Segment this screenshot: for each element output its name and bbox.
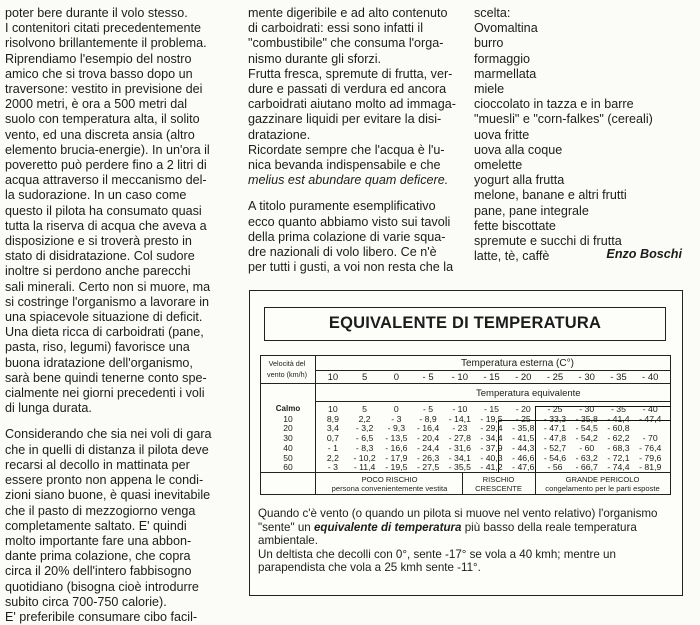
table-cell: - 35 <box>610 404 626 414</box>
text-line: ecco quanto abbiamo visto sui tavoli <box>248 214 451 229</box>
text-line: poveretto può perdere fino a 2 litri di <box>5 158 207 173</box>
zone-low-risk <box>317 475 462 493</box>
text-line: poter bere durante il volo stesso. <box>5 6 188 20</box>
temperature-equivalent-box <box>249 290 683 596</box>
wind-speed-label: Velocità del vento (km/h) <box>267 359 307 379</box>
text-line: di carboidrati: essi sono infatti il <box>248 21 423 36</box>
text-line: circa il 20% dell'intero fabbisogno <box>5 564 192 579</box>
text-line: tutta la riserva di acqua che aveva a <box>5 218 207 233</box>
text-line: sarà bene quindi tenerne conto spe- <box>5 370 207 385</box>
text-line: dante prima colazione, che copra <box>5 549 191 564</box>
text-line: zioni siano buone, è quasi inevitabile <box>5 488 211 503</box>
zone-mid-title: RISCHIO <box>482 475 515 484</box>
table-cell: - 9,3 <box>387 423 406 434</box>
caption-paragraph-1 <box>258 507 674 548</box>
text-line: per tutti i gusti, a voi non resta che la <box>248 260 454 275</box>
table-cell: 2,2 <box>326 452 339 463</box>
list-item: formaggio <box>474 51 531 66</box>
table-cell: - 5 <box>423 404 434 414</box>
text-line: 2000 metri, è ora a 500 metri dal <box>5 97 188 112</box>
table-cell: - 41,4 <box>607 413 630 424</box>
table-cell: - 8,3 <box>355 442 374 453</box>
table-cell: - 76,4 <box>639 442 662 453</box>
list-item: uova alla coque <box>474 142 563 157</box>
table-cell: - 10 <box>452 404 468 414</box>
zone-high-title: GRANDE PERICOLO <box>565 475 640 484</box>
zone-high-desc: congelamento per le parti esposte <box>545 484 660 493</box>
text-column-1 <box>5 6 238 625</box>
table-cell: - 35,5 <box>448 462 471 473</box>
text-line: buona idratazione dell'organismo, <box>5 355 193 370</box>
text-line: amico che si trova basso dopo un <box>5 66 193 81</box>
zone-mid-risk <box>462 475 535 493</box>
text-line: Frutta fresca, spremute di frutta, ver- <box>248 66 453 81</box>
table-cell: - 68,3 <box>607 442 630 453</box>
text-line: molto importante fare una abbon- <box>5 533 192 548</box>
table-cell: - 20,4 <box>416 433 440 444</box>
header-temp-cell: - 40 <box>642 372 659 383</box>
header-temp-cell: - 35 <box>610 372 627 383</box>
table-cell: - 60 <box>579 442 595 453</box>
text-line: disposizione e si troverà presto in <box>5 234 192 249</box>
wind-speed-cell: 10 <box>283 413 293 424</box>
table-cell: - 41,5 <box>512 433 535 444</box>
equivalent-temp-label: Temperatura equivalente <box>476 388 581 399</box>
text-line: I contenitori citati precedentemente <box>5 21 202 36</box>
text-line: mente digeribile e ad alto contenuto <box>248 6 448 20</box>
list-item: Ovomaltina <box>474 21 538 36</box>
list-item: "muesli" e "corn-falkes" (cereali) <box>474 112 653 127</box>
table-cell: - 74,4 <box>607 462 630 473</box>
text-line: essere pronto non appena le condi- <box>5 473 204 488</box>
caption-paragraph-2: Un deltista che decolli con 0°, sente -17° se vola a 40 kmh; mentre un parapendista che vola a 25 kmh sente -11°. <box>258 547 616 575</box>
table-cell: - 40,3 <box>480 452 503 463</box>
table-cell: - 34,4 <box>480 433 503 444</box>
text-line: Considerando che sia nei voli di gara <box>5 427 212 442</box>
table-cell: - 6,5 <box>355 433 374 444</box>
text-line: nismo durante gli sforzi. <box>248 51 381 66</box>
wind-chill-table <box>260 355 671 495</box>
list-item: marmellata <box>474 66 537 81</box>
text-line: Riprendiamo l'esempio del nostro <box>5 51 192 66</box>
text-line: vento, ed una discreta ansia (altro <box>5 127 195 142</box>
table-cell: - 25 <box>547 404 563 414</box>
text-line: la sudorazione. In un caso come <box>5 188 187 203</box>
text-line: "combustibile" che consuma l'orga- <box>248 36 444 51</box>
text-line: dratazione. <box>248 127 311 142</box>
table-cell: - 47,4 <box>639 413 662 424</box>
wind-speed-cell: Calmo <box>275 404 301 413</box>
text-line: Una dieta ricca di carboidrati (pane, <box>5 325 204 340</box>
header-temp-cell: - 25 <box>546 372 564 383</box>
table-caption <box>258 507 674 575</box>
text-line: dre nazionali di volo libero. Ce n'è <box>248 245 437 260</box>
table-cell: - 34,1 <box>448 452 471 463</box>
header-temp-cell: - 15 <box>483 372 500 383</box>
table-cell: 0 <box>393 404 399 414</box>
text-line: subito circa 700-750 calorie). <box>5 594 167 609</box>
table-header-row <box>317 372 666 383</box>
table-cell: - 3 <box>391 413 402 424</box>
caption-text-a: Quando c'è vento (o quando un pilota si muove nel vento relativo) l'organismo "sente" un <box>258 507 658 534</box>
wind-speed-cell: 20 <box>283 423 293 434</box>
table-cell: 5 <box>362 404 368 414</box>
text-line: questo il pilota ha consumato quasi <box>5 203 202 218</box>
column2-paragraph2-line1: Ricordate sempre che l'acqua è l'u- <box>248 142 445 157</box>
text-line: che il pasto di mezzogiorno venga <box>5 503 196 518</box>
table-cell: - 33,3 <box>543 413 567 424</box>
header-temp-cell: 0 <box>393 372 399 383</box>
wind-speed-cell: 60 <box>283 462 293 473</box>
list-item: yogurt alla frutta <box>474 173 565 188</box>
table-cell: - 70 <box>642 433 658 444</box>
header-temp-cell: - 10 <box>451 372 468 383</box>
box-title: EQUIVALENTE DI TEMPERATURA <box>264 307 666 341</box>
column2-paragraph-1 <box>248 6 476 143</box>
table-cell: - 16,6 <box>385 442 408 453</box>
text-line: pasta, riso, legumi) favorisce una <box>5 340 190 355</box>
table-cell: - 41,2 <box>480 462 503 473</box>
text-line: cialmente nei giorni precedenti i voli <box>5 386 205 401</box>
table-cell: - 16,4 <box>416 423 440 434</box>
caption-text-b: più basso della reale temperatura ambientale. <box>258 520 637 548</box>
table-cell: - 35,8 <box>512 423 535 434</box>
zone-low-desc: persona convenientemente vestita <box>331 484 448 493</box>
table-cell: - 11,4 <box>353 462 376 473</box>
table-cell: - 27,8 <box>448 433 471 444</box>
wind-speed-cell: 50 <box>283 452 293 463</box>
text-line: carboidrati aiutano molto ad immaga- <box>248 97 456 112</box>
text-line: quotidiano (bisogna cioè introdurre <box>5 579 199 594</box>
text-line: sali minerali. Certo non si muore, ma <box>5 279 211 294</box>
text-line: si costringe l'organismo a lavorare in <box>5 294 209 309</box>
table-cell: - 60,8 <box>607 423 630 434</box>
text-line: dure e passati di verdura ed ancora <box>248 82 447 97</box>
text-line: di lunga durata. <box>5 401 92 416</box>
table-cell: - 14,1 <box>448 413 471 424</box>
text-line: una spiacevole situazione di deficit. <box>5 310 203 325</box>
table-cell: - 1 <box>327 442 338 453</box>
table-cell: - 13,5 <box>385 433 408 444</box>
header-temp-cell: 5 <box>361 372 368 383</box>
header-temp-cell: - 20 <box>515 372 532 383</box>
text-line: della prima colazione di varie squa- <box>248 229 446 244</box>
table-cell: - 52,7 <box>543 442 567 453</box>
table-cell: - 47,6 <box>512 462 535 473</box>
table-cell: - 66,7 <box>575 462 598 473</box>
table-cell: - 47,8 <box>543 433 567 444</box>
author-signature: Enzo Boschi <box>606 247 682 261</box>
list-item: scelta: <box>474 6 511 20</box>
text-line: elemento brucia-energie). In un'ora il <box>5 142 210 157</box>
table-cell: - 19,5 <box>385 462 408 473</box>
list-item: burro <box>474 36 504 51</box>
text-column-2 <box>248 6 476 275</box>
table-cell: - 35,8 <box>575 413 598 424</box>
table-cell: - 15 <box>484 404 500 414</box>
table-cell: - 27,5 <box>416 462 440 473</box>
zone-mid-desc: CRESCENTE <box>475 484 522 493</box>
caption-emphasis: equivalente di temperatura <box>313 520 462 534</box>
table-cell: - 63,2 <box>575 452 598 463</box>
table-cell: - 79,6 <box>639 452 662 463</box>
table-cell: - 44,3 <box>512 442 535 453</box>
table-cell: - 31,6 <box>448 442 471 453</box>
table-cell: - 20 <box>515 404 531 414</box>
table-cell: - 54,6 <box>543 452 567 463</box>
text-line: acqua attraverso il meccanismo del- <box>5 173 207 188</box>
table-cell: 2,2 <box>358 413 371 424</box>
table-cell: - 46,6 <box>512 452 535 463</box>
breakfast-items <box>474 6 696 264</box>
text-line: risolvono brillantemente il problema. <box>5 36 207 51</box>
list-item: fette biscottate <box>474 218 556 233</box>
table-cell: - 25 <box>515 413 531 424</box>
table-cell: - 10,2 <box>353 452 376 463</box>
list-item: melone, banane e altri frutti <box>474 188 627 203</box>
text-line: recarsi al decollo in mattinata per <box>5 457 190 472</box>
table-cell: - 29,4 <box>480 423 503 434</box>
list-item: latte, tè, caffè <box>474 249 550 264</box>
table-cell: 10 <box>328 404 338 414</box>
column2-paragraph-3 <box>248 199 476 275</box>
text-line: inoltre si perdono anche parecchi <box>5 264 191 279</box>
table-cell: - 72,1 <box>607 452 630 463</box>
latin-motto: melius est abundare quam deficere. <box>248 173 449 188</box>
text-line: che in quelli di distanza il pilota deve <box>5 442 209 457</box>
zone-low-title: POCO RISCHIO <box>361 475 418 484</box>
table-cell: 3,4 <box>326 423 339 434</box>
wind-speed-cell: 30 <box>283 433 293 444</box>
list-item: uova fritte <box>474 127 530 142</box>
text-line: stato di disidratazione. Col sudore <box>5 249 195 264</box>
list-item: cioccolato in tazza e in barre <box>474 97 634 112</box>
text-line: suolo con temperatura alta, il solito <box>5 112 200 127</box>
table-cell: - 24,4 <box>416 442 440 453</box>
table-cell: - 30 <box>579 404 595 414</box>
table-cell: - 54,2 <box>575 433 598 444</box>
text-line: completamente saltato. E' quindi <box>5 518 187 533</box>
table-cell: - 56 <box>547 462 563 473</box>
text-line: A titolo puramente esemplificativo <box>248 199 436 214</box>
header-temp-cell: 10 <box>327 372 339 383</box>
list-item: spremute e succhi di frutta <box>474 234 622 249</box>
table-cell: - 3,2 <box>355 423 374 434</box>
column2-paragraph2-line2: nica bevanda indispensabile e che <box>248 158 441 173</box>
list-item: pane, pane integrale <box>474 203 589 218</box>
table-cell: - 19,5 <box>480 413 503 424</box>
breakfast-list <box>474 6 696 264</box>
header-temp-cell: - 30 <box>578 372 595 383</box>
list-item: omelette <box>474 158 523 173</box>
table-cell: - 62,2 <box>607 433 630 444</box>
table-cell: - 23 <box>452 423 468 434</box>
zone-high-risk <box>535 475 670 493</box>
table-cell: - 37,9 <box>480 442 503 453</box>
column1-paragraph-2 <box>5 427 238 625</box>
external-temp-label: Temperatura esterna (C°) <box>461 358 574 369</box>
table-cell: - 47,1 <box>543 423 567 434</box>
header-temp-cell: - 5 <box>422 372 434 383</box>
wind-speed-cell: 40 <box>283 442 293 453</box>
list-item: miele <box>474 82 505 97</box>
table-cell: - 81,9 <box>639 462 662 473</box>
table-cell: - 54,5 <box>575 423 598 434</box>
column1-paragraph-1 <box>5 6 238 416</box>
table-cell: - 17,9 <box>385 452 408 463</box>
table-cell: - 26,3 <box>416 452 440 463</box>
table-cell: - 40 <box>642 404 658 414</box>
table-cell: - 3 <box>327 462 338 473</box>
table-cell: - 8,9 <box>419 413 437 424</box>
text-line: gazzinare liquidi per evitare la disi- <box>248 112 442 127</box>
table-cell: 0,7 <box>326 433 339 444</box>
text-line: traversone: vestito in previsione dei <box>5 82 203 97</box>
table-cell: 8,9 <box>326 413 339 424</box>
text-line: E' preferibile consumare cibo facil- <box>5 609 198 624</box>
